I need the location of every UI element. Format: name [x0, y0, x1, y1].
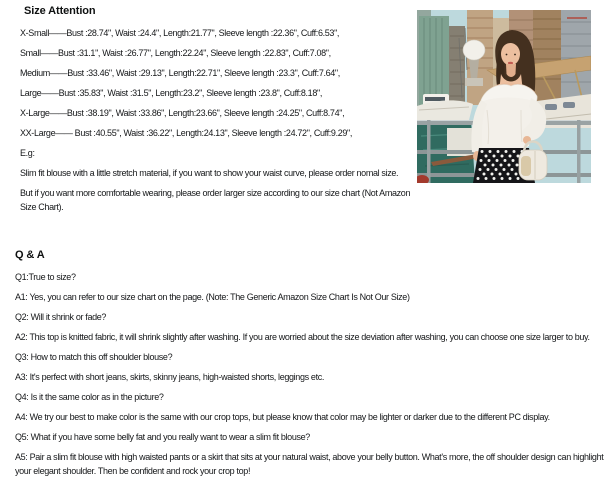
- qa-answer-2: A2: This top is knitted fabric, it will shrink slightly after washing. If you are worried about the size deviation after washing, you can choose one size larger to buy.: [15, 332, 590, 342]
- qa-section: [15, 248, 605, 484]
- product-photo: [417, 10, 591, 183]
- qa-question-2: Q2: Will it shrink or fade?: [15, 312, 107, 322]
- size-line-medium: Medium——Bust :33.46", Waist :29.13", Length:22.71", Sleeve length :23.3", Cuff:7.64",: [20, 68, 340, 78]
- size-attention-section: [20, 4, 412, 220]
- eg-label: E.g:: [20, 148, 35, 158]
- size-line-xx-large: XX-Large—— Bust :40.55", Waist :36.22", Length:24.13", Sleeve length :24.72", Cuff:9.29",: [20, 128, 353, 138]
- size-line-small: Small——Bust :31.1", Waist :26.77", Length:22.24", Sleeve length :22.83", Cuff:7.08",: [20, 48, 331, 58]
- size-line-x-large: X-Large——Bust :38.19", Waist :33.86", Length:23.66", Sleeve length :24.25", Cuff:8.74",: [20, 108, 345, 118]
- qa-heading: Q & A: [15, 249, 45, 261]
- size-line-large: Large——Bust :35.83", Waist :31.5", Length:23.2", Sleeve length :23.8", Cuff:8.18",: [20, 88, 322, 98]
- qa-answer-4: A4: We try our best to make color is the same with our crop tops, but please know that color may be lighter or darker due to the different PC display.: [15, 412, 550, 422]
- product-photo-illustration: [417, 10, 591, 183]
- qa-answer-1: A1: Yes, you can refer to our size chart on the page. (Note: The Generic Amazon Size Chart Is Not Our Size): [15, 292, 410, 302]
- size-note-slim-fit: Slim fit blouse with a little stretch material, if you want to show your waist curve, please order nomal size.: [20, 168, 399, 178]
- qa-question-3: Q3: How to match this off shoulder blouse?: [15, 352, 173, 362]
- qa-question-4: Q4: Is it the same color as in the picture?: [15, 392, 164, 402]
- size-line-x-small: X-Small——Bust :28.74", Waist :24.4", Length:21.77", Sleeve length :22.36", Cuff:6.53",: [20, 28, 340, 38]
- qa-answer-3: A3: It's perfect with short jeans, skirts, skinny jeans, high-waisted shorts, leggings etc.: [15, 372, 325, 382]
- qa-question-5: Q5: What if you have some belly fat and you really want to wear a slim fit blouse?: [15, 432, 310, 442]
- qa-answer-5: A5: Pair a slim fit blouse with high waisted pants or a skirt that sits at your natural waist, above your belly button. What's more, the off shoulder design can highlight your elegant shoulder. Then be confident and rock your crop top!: [15, 452, 604, 476]
- qa-question-1: Q1:True to size?: [15, 272, 76, 282]
- size-attention-heading: Size Attention: [24, 5, 96, 17]
- size-note-comfortable: But if you want more comfortable wearing, please order larger size according to our size chart (Not Amazon Size Chart).: [20, 188, 411, 212]
